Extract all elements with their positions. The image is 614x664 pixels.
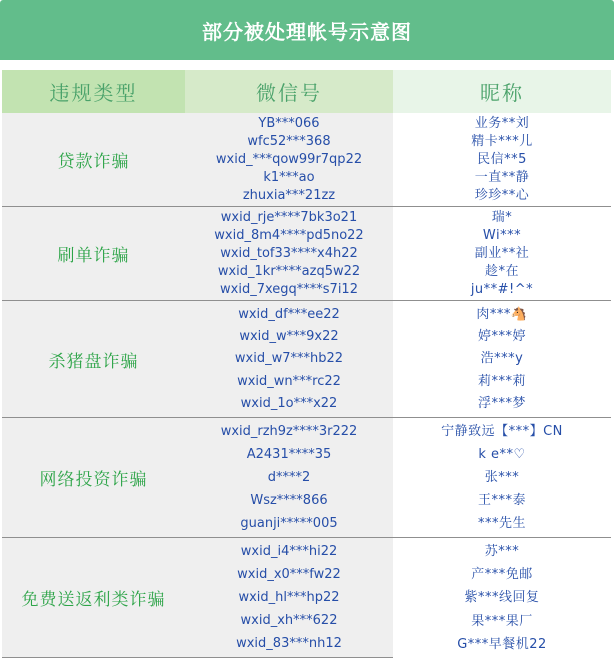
wechat-id: wxid_83***nh12 bbox=[236, 636, 342, 651]
wechat-id: wfc52***368 bbox=[247, 134, 331, 150]
header-nickname: 昵称 bbox=[393, 70, 611, 113]
nickname: ***先生 bbox=[477, 516, 526, 531]
nickname: 浩***y bbox=[480, 351, 524, 367]
wechat-id: wxid_7xegq****s7i12 bbox=[220, 281, 358, 297]
nickname: 产***免邮 bbox=[471, 567, 533, 583]
wechat-list-pig-butchering-fraud bbox=[185, 301, 393, 418]
nickname: 婷***婷 bbox=[477, 329, 526, 345]
wechat-id: wxid_hl***hp22 bbox=[238, 590, 340, 605]
wechat-list-online-investment-fraud bbox=[185, 418, 393, 538]
nickname-list-brushing-fraud bbox=[393, 207, 611, 301]
wechat-id: d****2 bbox=[267, 470, 311, 485]
header-violation-type: 违规类型 bbox=[2, 70, 185, 113]
wechat-id: wxid_tof33****x4h22 bbox=[220, 245, 358, 261]
wechat-list-free-gift-rebate-fraud bbox=[185, 538, 393, 658]
wechat-id: wxid_w***9x22 bbox=[239, 329, 339, 345]
nickname-list-online-investment-fraud bbox=[393, 418, 611, 538]
nickname: 肉***🐴 bbox=[476, 306, 528, 322]
category-free-gift-rebate-fraud: 免费送返利类诈骗 bbox=[2, 538, 185, 658]
category-online-investment-fraud: 网络投资诈骗 bbox=[2, 418, 185, 538]
nickname: 紫***线回复 bbox=[464, 590, 540, 606]
wechat-id: wxid_xh***622 bbox=[240, 613, 338, 628]
nickname: 莉***莉 bbox=[477, 373, 526, 389]
wechat-id: wxid_8m4****pd5no22 bbox=[214, 228, 364, 244]
wechat-id: k1***ao bbox=[263, 169, 315, 185]
nickname: G***早餐机22 bbox=[457, 636, 547, 652]
nickname: 张*** bbox=[484, 470, 520, 485]
nickname: 浮***梦 bbox=[477, 396, 526, 412]
nickname: 副业**社 bbox=[474, 245, 530, 261]
wechat-id: wxid_wn***rc22 bbox=[237, 373, 341, 389]
wechat-id: A2431****35 bbox=[246, 447, 332, 462]
wechat-id: YB***066 bbox=[258, 116, 320, 132]
nickname: 精卡***儿 bbox=[471, 134, 533, 150]
page-title: 部分被处理帐号示意图 bbox=[0, 0, 614, 60]
nickname-list-loan-fraud bbox=[393, 113, 611, 207]
processed-accounts-table bbox=[2, 70, 611, 662]
nickname: 果***果厂 bbox=[471, 613, 533, 629]
header-wechat-id: 微信号 bbox=[185, 70, 393, 113]
nickname: 业务**刘 bbox=[474, 116, 530, 132]
wechat-id: wxid_rje****7bk3o21 bbox=[220, 210, 358, 226]
wechat-id: guanji*****005 bbox=[240, 516, 338, 531]
nickname: ju**#!^* bbox=[470, 281, 534, 297]
nickname: 宁静致远【***】CN bbox=[441, 424, 563, 439]
nickname: k e**♡ bbox=[478, 447, 526, 462]
wechat-id: wxid_x0***fw22 bbox=[237, 567, 341, 582]
wechat-id: wxid_w7***hb22 bbox=[234, 351, 344, 367]
wechat-id: zhuxia***21zz bbox=[242, 187, 336, 203]
wechat-id: wxid_1o***x22 bbox=[240, 396, 338, 412]
wechat-id: wxid_1kr****azq5w22 bbox=[217, 263, 361, 279]
wechat-id: wxid_***qow99r7qp22 bbox=[215, 151, 363, 167]
nickname: 趁*在 bbox=[484, 263, 519, 279]
nickname: 一直**静 bbox=[474, 169, 530, 185]
category-brushing-fraud: 刷单诈骗 bbox=[2, 207, 185, 301]
nickname: 民信**5 bbox=[477, 151, 527, 167]
category-loan-fraud: 贷款诈骗 bbox=[2, 113, 185, 207]
wechat-id: wxid_df***ee22 bbox=[238, 306, 340, 322]
category-pig-butchering-fraud: 杀猪盘诈骗 bbox=[2, 301, 185, 418]
wechat-id: wxid_i4***hi22 bbox=[240, 544, 338, 559]
nickname: 珍珍**心 bbox=[474, 187, 530, 203]
nickname-list-pig-butchering-fraud bbox=[393, 301, 611, 418]
nickname: 王***泰 bbox=[477, 493, 526, 508]
wechat-id: wxid_rzh9z****3r222 bbox=[220, 424, 358, 439]
nickname: 苏*** bbox=[484, 544, 520, 560]
nickname: Wi*** bbox=[482, 228, 522, 244]
nickname: 瑞* bbox=[491, 210, 513, 226]
wechat-list-loan-fraud bbox=[185, 113, 393, 207]
nickname-list-free-gift-rebate-fraud bbox=[393, 538, 611, 658]
wechat-list-brushing-fraud bbox=[185, 207, 393, 301]
wechat-id: Wsz****866 bbox=[250, 493, 328, 508]
